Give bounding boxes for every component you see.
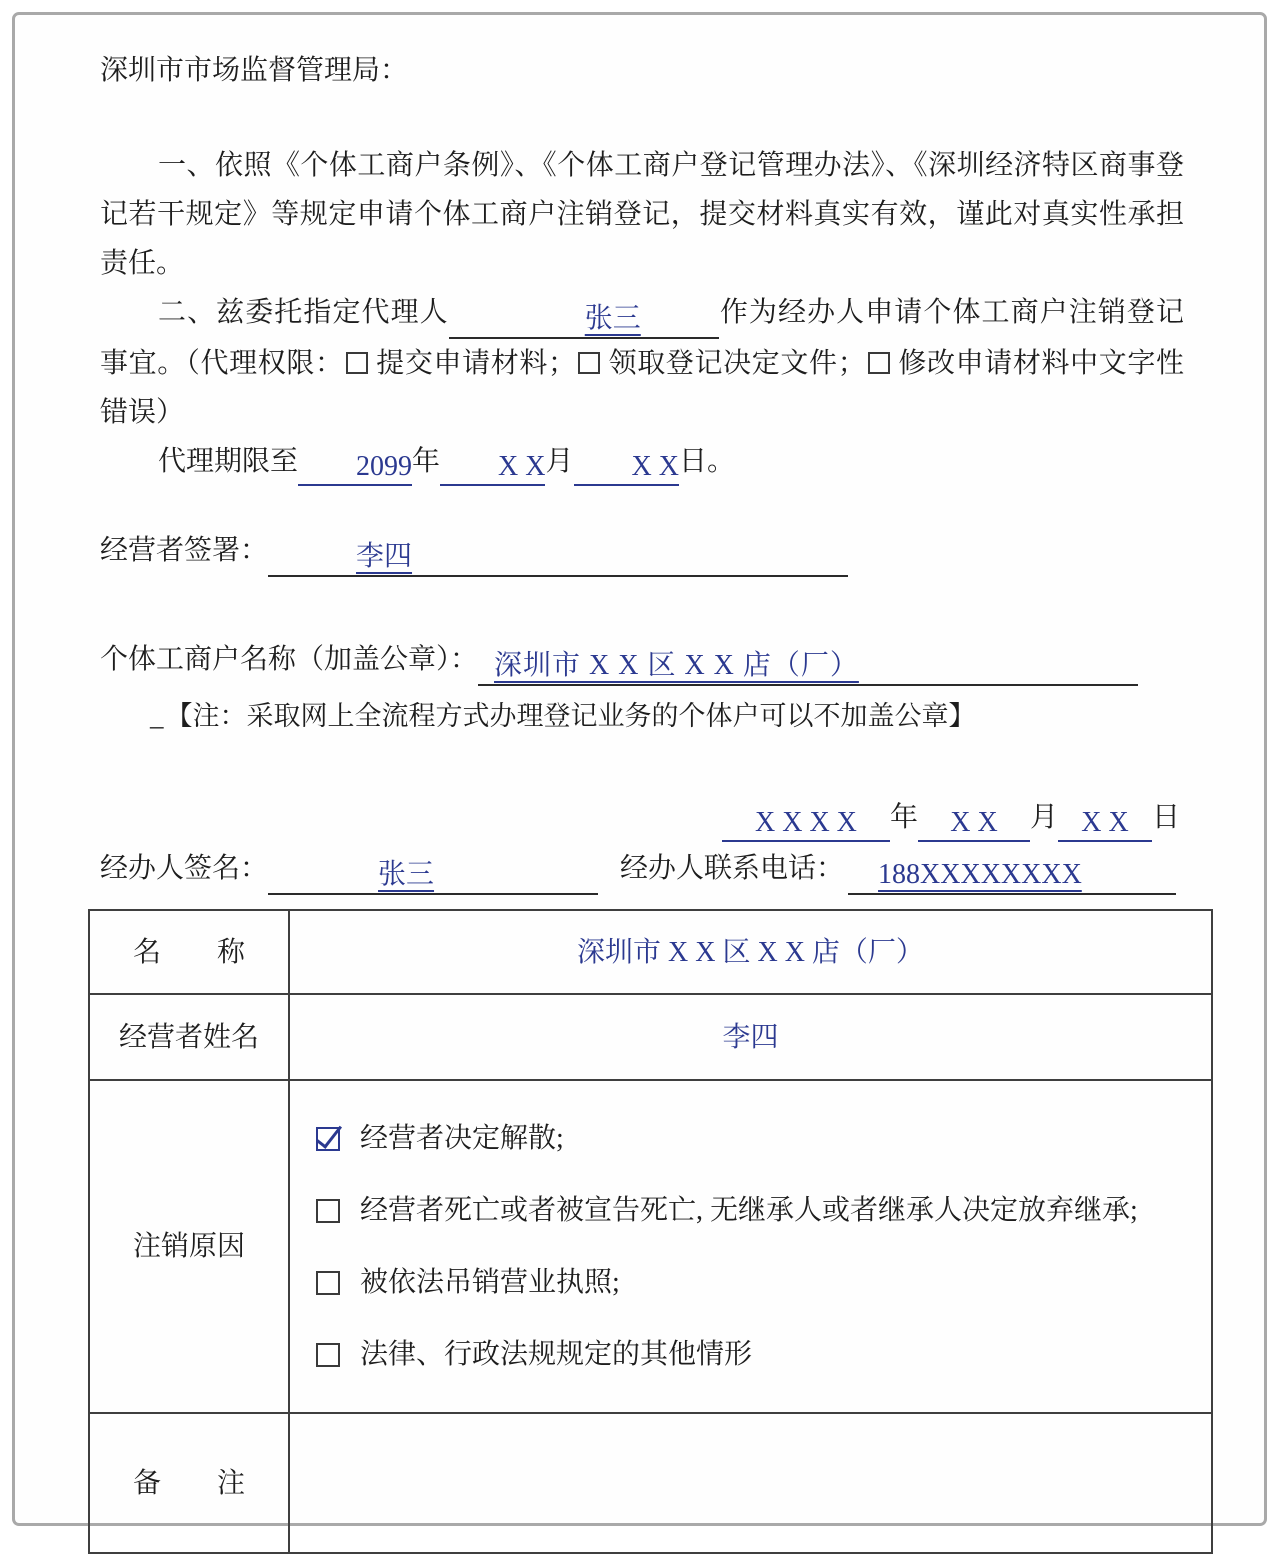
note-underscore: _ xyxy=(150,701,164,731)
agency-term-prefix: 代理期限至 xyxy=(158,446,299,477)
table-row-operator xyxy=(89,994,1212,1080)
agency-day-blank[interactable]: X X xyxy=(574,448,679,486)
operator-value-cell[interactable]: 李四 xyxy=(289,994,1212,1080)
handler-line xyxy=(100,844,1184,895)
checkbox-revoked[interactable] xyxy=(316,1271,340,1295)
reason-option-death[interactable] xyxy=(316,1186,1201,1235)
reason-option-other[interactable] xyxy=(316,1330,1201,1379)
checkbox-correct-errors[interactable] xyxy=(868,352,890,374)
date-month-unit: 月 xyxy=(1029,802,1058,833)
reason-label-cell: 注销原因 xyxy=(89,1080,289,1413)
business-name-blank[interactable] xyxy=(478,646,1138,686)
handler-sign-label: 经办人签名： xyxy=(100,853,269,884)
checkbox-dissolve[interactable] xyxy=(316,1127,340,1151)
delegation-text-after: 作为经办人申请个体工商户注销登记事宜。（代理权限： xyxy=(100,297,1184,379)
salutation: 深圳市市场监督管理局： xyxy=(100,55,409,86)
checkbox-death[interactable] xyxy=(316,1199,340,1223)
form-document xyxy=(100,46,1184,1554)
agent-name-value: 张三 xyxy=(584,303,641,334)
handler-phone-value: 188XXXXXXXX xyxy=(878,859,1082,890)
remark-value-cell[interactable] xyxy=(289,1413,1212,1553)
business-name-value: 深圳市 X X 区 X X 店（厂） xyxy=(494,650,859,681)
agent-name-blank[interactable] xyxy=(449,299,719,339)
checkbox-other[interactable] xyxy=(316,1343,340,1367)
reason-option-other-label: 法律、行政法规规定的其他情形 xyxy=(360,1339,753,1370)
name-value-cell[interactable]: 深圳市 X X 区 X X 店（厂） xyxy=(289,910,1212,994)
agency-year-unit: 年 xyxy=(412,446,441,477)
reason-option-dissolve[interactable] xyxy=(316,1114,1201,1163)
table-row-name xyxy=(89,910,1212,994)
note-text: 【注：采取网上全流程方式办理登记业务的个体户可以不加盖公章】 xyxy=(165,701,976,731)
agency-term-line xyxy=(100,437,1184,486)
perm-correct-label: 修改申请材料中文字性错误） xyxy=(100,348,1184,428)
reason-option-revoked-label: 被依法吊销营业执照; xyxy=(360,1267,620,1298)
checkbox-submit-materials[interactable] xyxy=(346,352,368,374)
reason-options-cell xyxy=(289,1080,1212,1413)
agency-year-blank[interactable]: 2099 xyxy=(298,448,412,486)
reason-option-death-label: 经营者死亡或者被宣告死亡, 无继承人或者继承人决定放弃继承; xyxy=(360,1195,1138,1226)
agency-month-blank[interactable]: X X xyxy=(440,448,545,486)
delegation-text-before: 二、兹委托指定代理人 xyxy=(158,297,449,328)
handler-phone-label: 经办人联系电话： xyxy=(620,853,845,884)
registration-table xyxy=(88,909,1213,1554)
perm-collect-label: 领取登记决定文件； xyxy=(608,348,866,379)
perm-submit-label: 提交申请材料； xyxy=(375,348,577,379)
agency-day-unit: 日。 xyxy=(678,446,735,477)
paragraph-delegation xyxy=(100,288,1184,437)
date-day-blank[interactable]: X X xyxy=(1058,804,1152,842)
date-year-unit: 年 xyxy=(889,802,918,833)
handler-sign-blank[interactable] xyxy=(268,855,598,895)
table-row-reason xyxy=(89,1080,1212,1413)
remark-label-cell: 备 注 xyxy=(89,1413,289,1553)
date-day-unit: 日 xyxy=(1151,802,1180,833)
table-row-remark xyxy=(89,1413,1212,1553)
checkbox-collect-documents[interactable] xyxy=(578,352,600,374)
business-name-label: 个体工商户名称（加盖公章）： xyxy=(100,644,479,675)
date-line xyxy=(100,793,1184,842)
name-label-cell: 名 称 xyxy=(89,910,289,994)
business-name-line xyxy=(100,635,1184,686)
date-year-blank[interactable]: X X X X xyxy=(722,804,890,842)
date-month-blank[interactable]: X X xyxy=(918,804,1030,842)
handler-sign-value: 张三 xyxy=(378,859,435,890)
operator-signature-value: 李四 xyxy=(356,541,413,572)
operator-signature-blank[interactable] xyxy=(268,537,848,577)
reason-option-revoked[interactable] xyxy=(316,1258,1201,1307)
operator-label-cell: 经营者姓名 xyxy=(89,994,289,1080)
handler-phone-blank[interactable] xyxy=(848,855,1176,895)
note-line xyxy=(100,692,1184,741)
operator-signature-label: 经营者签署： xyxy=(100,535,269,566)
paragraph-declaration: 一、依照《个体工商户条例》、《个体工商户登记管理办法》、《深圳经济特区商事登记若干规定》等规定申请个体工商户注销登记，提交材料真实有效，谨此对真实性承担责任。 xyxy=(100,150,1184,279)
operator-signature-line xyxy=(100,526,1184,577)
agency-month-unit: 月 xyxy=(545,446,574,477)
reason-option-dissolve-label: 经营者决定解散; xyxy=(360,1123,564,1154)
